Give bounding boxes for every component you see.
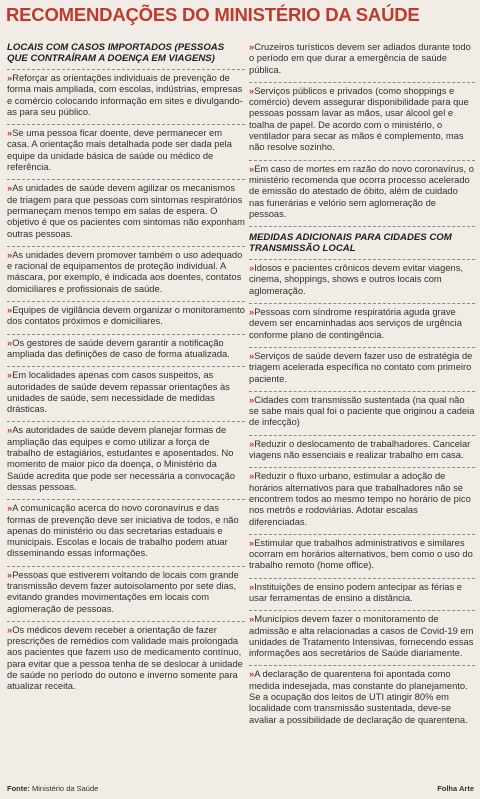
source-label: Fonte: bbox=[7, 784, 30, 793]
bullet-icon: » bbox=[7, 425, 12, 436]
list-item bbox=[249, 665, 475, 725]
item-text: Em localidades apenas com casos suspeitos, as autoridades de saúde devem repassar orientações às unidades de saúde, sem necessidade de medidas drásticas. bbox=[7, 370, 230, 415]
bullet-icon: » bbox=[7, 624, 12, 635]
bullet-icon: » bbox=[249, 581, 254, 592]
list-item bbox=[7, 566, 245, 615]
bullet-icon: » bbox=[7, 249, 12, 260]
list-item bbox=[249, 303, 475, 341]
source-value: Ministério da Saúde bbox=[32, 784, 99, 793]
item-text: As unidades devem promover também o uso adequado e racional de equipamentos de proteção individual. A máscara, por exemplo, é indicada aos doentes, contatos domiciliares e profissionais de saúde. bbox=[7, 249, 243, 294]
bullet-icon: » bbox=[7, 569, 12, 580]
bullet-icon: » bbox=[249, 471, 254, 482]
bullet-icon: » bbox=[7, 337, 12, 348]
list-item bbox=[249, 610, 475, 659]
list-item bbox=[249, 42, 475, 76]
list-item bbox=[249, 534, 475, 572]
bullet-icon: » bbox=[7, 128, 12, 139]
bullet-icon: » bbox=[249, 350, 254, 361]
list-item bbox=[7, 499, 245, 559]
credit: Folha Arte bbox=[437, 784, 474, 793]
item-text: Municípios devem fazer o monitoramento de admissão e alta relacionadas a casos de Covid-19 em unidades de Tratamento Intensivas, fornecendo essas informações aos secretários de Saúde diariamente. bbox=[249, 614, 474, 659]
bullet-icon: » bbox=[7, 183, 12, 194]
local-transmission-section bbox=[249, 226, 475, 726]
bullet-icon: » bbox=[249, 394, 254, 405]
item-text: Serviços públicos e privados (como shoppings e comércio) devem assegurar disponibilidade para que pessoas possam lavar as mãos, usar álcool gel e toalha de papel. De acordo com o ministério, o ventilador para secar as mãos é complemento, mas não resolve sozinho. bbox=[249, 85, 469, 153]
list-item bbox=[7, 621, 245, 693]
item-text: Os gestores de saúde devem garantir a notificação ampliada das definições de caso de forma atualizada. bbox=[7, 337, 230, 359]
item-text: Pessoas que estiverem voltando de locais com grande transmissão devem fazer autoisolamento por sete dias, evitando grandes movimentações em locais com aglomeração de pessoas. bbox=[7, 569, 239, 614]
right-item-list bbox=[249, 259, 475, 726]
item-text: As unidades de saúde devem agilizar os mecanismos de triagem para que pessoas com sintomas respiratórios permaneçam menos tempo em salas de espera. O objetivo é que os pacientes com sintomas não exponham outras pessoas. bbox=[7, 183, 245, 239]
item-text: A declaração de quarentena foi apontada como medida indesejada, mas constante do planejamento. Se a ocupação dos leitos de UTI atingir 80% em localidade com transmissão sustentada, deve-se avaliar a possibilidade de declaração de quarentena. bbox=[249, 669, 468, 725]
list-item bbox=[249, 391, 475, 429]
list-item bbox=[7, 366, 245, 415]
item-text: Os médicos devem receber a orientação de fazer prescrições de remédios com validade mais prolongada aos pacientes que fazem uso de medicamento contínuo, para evitar que a pessoa tenha de se deslocar à unidade de saúde no período do outono e inverno somente para atualizar receita. bbox=[7, 624, 243, 692]
item-text: Cruzeiros turísticos devem ser adiados durante todo o período em que durar a emergência de saúde pública. bbox=[249, 42, 471, 75]
item-text: Idosos e pacientes crônicos devem evitar viagens, cinema, shoppings, shows e outros locais com aglomeração. bbox=[249, 263, 463, 296]
bullet-icon: » bbox=[7, 305, 12, 316]
page-title: RECOMENDAÇÕES DO MINISTÉRIO DA SAÚDE bbox=[6, 4, 420, 25]
bullet-icon: » bbox=[249, 307, 254, 318]
item-text: Reduzir o fluxo urbano, estimular a adoção de horários alternativos para que trabalhadores não se encontrem todos ao mesmo tempo no horário de pico nos metrôs e rodoviárias. Adotar escalas diferenciadas. bbox=[249, 471, 471, 527]
item-text: Cidades com transmissão sustentada (na qual não se sabe mais qual foi o paciente que originou a cadeia de infecção) bbox=[249, 394, 475, 428]
list-item bbox=[7, 179, 245, 239]
item-text: Se uma pessoa ficar doente, deve permanecer em casa. A orientação mais detalhada pode ser dada pela equipe da unidade básica de saúde ou médico de referência. bbox=[7, 128, 232, 173]
bullet-icon: » bbox=[249, 669, 254, 680]
list-item bbox=[7, 69, 245, 118]
list-item bbox=[249, 259, 475, 297]
bullet-icon: » bbox=[249, 85, 254, 96]
left-item-list bbox=[7, 69, 245, 693]
item-text: Em caso de mortes em razão do novo coronavírus, o ministério recomenda que ocorra processo acelerado de emissão do atestado de óbito, além de cuidado nas funerárias e velório sem aglomeração de pessoas. bbox=[249, 163, 474, 219]
item-text: Serviços de saúde devem fazer uso de estratégia de triagem acelerada específica no contato com primeiro paciente. bbox=[249, 350, 473, 384]
item-text: As autoridades de saúde devem planejar formas de ampliação das equipes e como utilizar a força de trabalho de estagiários, estudantes e aposentados. No momento de maior pico da doença, o Ministério da Saúde acredita que pode ser necessária a convocação dessas pessoas. bbox=[7, 425, 236, 492]
list-item bbox=[7, 334, 245, 361]
right-top-item-list bbox=[249, 42, 475, 220]
list-item bbox=[249, 347, 475, 385]
bullet-icon: » bbox=[249, 614, 254, 625]
bullet-icon: » bbox=[249, 163, 254, 174]
bullet-icon: » bbox=[249, 263, 254, 274]
list-item bbox=[7, 124, 245, 173]
list-item bbox=[249, 160, 475, 220]
item-text: Reduzir o deslocamento de trabalhadores. Cancelar viagens não essenciais e realizar trabalho em casa. bbox=[249, 438, 471, 461]
section-heading-local-transmission: MEDIDAS ADICIONAIS PARA CIDADES COM TRANSMISSÃO LOCAL bbox=[249, 232, 452, 255]
list-item bbox=[7, 246, 245, 295]
list-item bbox=[249, 578, 475, 605]
list-item bbox=[7, 301, 245, 328]
item-text: Equipes de vigilância devem organizar o monitoramento dos contatos próximos e domiciliares. bbox=[7, 305, 245, 327]
list-item bbox=[249, 435, 475, 462]
bullet-icon: » bbox=[7, 73, 12, 83]
item-text: Pessoas com síndrome respiratória aguda grave devem ser encaminhadas aos serviços de urgência conforme plano de contingência. bbox=[249, 307, 462, 340]
section-heading-imported-cases: LOCAIS COM CASOS IMPORTADOS (PESSOAS QUE CONTRAÍRAM A DOENÇA EM VIAGENS) bbox=[7, 42, 225, 64]
item-text: Instituições de ensino podem antecipar as férias e usar ferramentas de ensino a distância. bbox=[249, 581, 462, 603]
source-note bbox=[7, 784, 98, 793]
bullet-icon: » bbox=[249, 438, 254, 449]
item-text: Reforçar as orientações individuais de prevenção de forma mais ampliada, com escolas, indústrias, empresas e comércio colocando informação em sites e divulgando-as para seu público. bbox=[7, 73, 243, 117]
list-item bbox=[249, 467, 475, 527]
bullet-icon: » bbox=[7, 503, 12, 514]
right-column bbox=[249, 42, 475, 732]
left-column bbox=[7, 42, 245, 699]
list-item bbox=[7, 421, 245, 493]
bullet-icon: » bbox=[249, 42, 254, 52]
item-text: Estimular que trabalhos administrativos e similares ocorram em horários alternativos, bem como o uso do trabalho remoto (home office). bbox=[249, 537, 473, 571]
bullet-icon: » bbox=[249, 537, 254, 548]
list-item bbox=[249, 82, 475, 154]
bullet-icon: » bbox=[7, 370, 12, 381]
item-text: A comunicação acerca do novo coronavírus e das formas de prevenção deve ser iniciativa de todos, e não apenas do ministério ou das secretarias estaduais e municipais. Escolas e locais de trabalho podem atuar disseminando essas informações. bbox=[7, 503, 239, 559]
